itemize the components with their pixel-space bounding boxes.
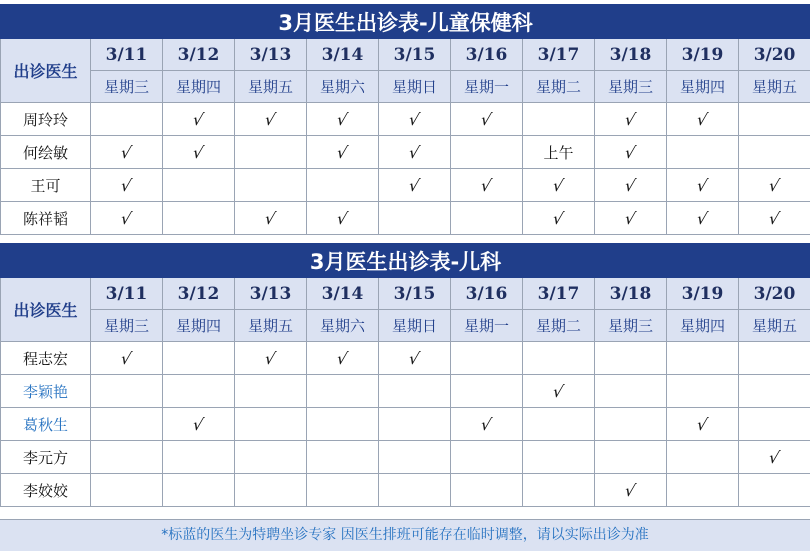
schedule-cell	[235, 408, 307, 441]
schedule-cell	[595, 474, 667, 507]
schedule-cell	[739, 408, 810, 441]
doctor-name: 李元方	[1, 441, 91, 474]
table-row	[1, 474, 810, 507]
weekday-header-row	[1, 310, 810, 342]
check-mark: √	[551, 176, 565, 195]
weekday-header: 星期五	[739, 310, 810, 342]
schedule-cell	[91, 136, 163, 169]
schedule-cell	[379, 169, 451, 202]
schedule-cell	[523, 202, 595, 235]
date-header: 3/16	[451, 278, 523, 310]
check-mark: √	[263, 349, 277, 368]
doctor-column-header: 出诊医生	[1, 39, 91, 103]
schedule-cell	[667, 474, 739, 507]
table-row	[1, 342, 810, 375]
schedule-cell	[451, 202, 523, 235]
check-mark: √	[623, 481, 637, 500]
schedule-cell	[91, 408, 163, 441]
schedule-cell	[595, 441, 667, 474]
table-row	[1, 202, 810, 235]
table-title-row	[1, 5, 810, 39]
table-row	[1, 441, 810, 474]
table-title-row	[1, 244, 810, 278]
date-header: 3/18	[595, 278, 667, 310]
weekday-header: 星期五	[235, 310, 307, 342]
schedule-cell	[163, 136, 235, 169]
schedule-cell	[451, 169, 523, 202]
schedule-cell	[595, 136, 667, 169]
date-header: 3/19	[667, 278, 739, 310]
date-header: 3/13	[235, 39, 307, 71]
schedule-cell	[451, 103, 523, 136]
table-row	[1, 408, 810, 441]
check-mark: √	[407, 110, 421, 129]
check-mark: √	[191, 415, 205, 434]
schedule-cell	[379, 136, 451, 169]
schedule-cell	[667, 169, 739, 202]
check-mark: √	[767, 209, 781, 228]
table-title: 3月医生出诊表-儿童保健科	[1, 5, 810, 39]
date-header: 3/17	[523, 278, 595, 310]
schedule-cell	[523, 169, 595, 202]
doctor-name: 陈祥韬	[1, 202, 91, 235]
schedule-cell	[91, 441, 163, 474]
schedule-cell	[91, 169, 163, 202]
check-mark: √	[335, 143, 349, 162]
check-mark: √	[119, 349, 133, 368]
check-mark: √	[551, 382, 565, 401]
weekday-header: 星期三	[595, 71, 667, 103]
schedule-cell	[91, 202, 163, 235]
schedule-cell	[451, 474, 523, 507]
schedule-cell	[91, 342, 163, 375]
schedule-cell	[235, 136, 307, 169]
doctor-name: 王可	[1, 169, 91, 202]
schedule-cell	[379, 103, 451, 136]
date-header: 3/16	[451, 39, 523, 71]
schedule-cell	[235, 441, 307, 474]
schedule-cell	[163, 474, 235, 507]
check-mark: √	[263, 110, 277, 129]
weekday-header: 星期一	[451, 71, 523, 103]
schedule-cell	[451, 136, 523, 169]
date-header: 3/11	[91, 278, 163, 310]
schedule-cell	[595, 375, 667, 408]
check-mark: √	[479, 415, 493, 434]
schedule-cell	[307, 169, 379, 202]
weekday-header: 星期日	[379, 310, 451, 342]
schedule-cell	[595, 408, 667, 441]
schedule-cell	[667, 342, 739, 375]
schedule-cell	[163, 202, 235, 235]
schedule-cell	[163, 408, 235, 441]
check-mark: √	[119, 209, 133, 228]
schedule-cell	[163, 342, 235, 375]
doctor-name: 程志宏	[1, 342, 91, 375]
date-header: 3/14	[307, 39, 379, 71]
schedule-cell	[307, 136, 379, 169]
schedule-cell	[379, 441, 451, 474]
date-header-row	[1, 278, 810, 310]
schedule-cell	[91, 103, 163, 136]
weekday-header: 星期三	[595, 310, 667, 342]
schedule-cell	[163, 375, 235, 408]
schedule-cell	[523, 136, 595, 169]
schedule-cell	[379, 202, 451, 235]
date-header: 3/15	[379, 39, 451, 71]
schedule-cell	[739, 441, 810, 474]
weekday-header: 星期四	[667, 71, 739, 103]
schedule-cell	[307, 474, 379, 507]
schedule-table	[0, 243, 810, 507]
date-header: 3/11	[91, 39, 163, 71]
weekday-header: 星期六	[307, 71, 379, 103]
table-row	[1, 136, 810, 169]
check-mark: √	[407, 349, 421, 368]
schedule-cell	[91, 375, 163, 408]
schedule-cell	[595, 103, 667, 136]
schedule-cell	[307, 375, 379, 408]
schedule-cell	[163, 441, 235, 474]
check-mark: √	[695, 110, 709, 129]
schedule-cell	[667, 408, 739, 441]
schedule-cell	[379, 408, 451, 441]
doctor-name: 何绘敏	[1, 136, 91, 169]
date-header: 3/13	[235, 278, 307, 310]
table-row	[1, 103, 810, 136]
check-mark: √	[479, 176, 493, 195]
check-mark: √	[119, 176, 133, 195]
schedule-cell	[739, 169, 810, 202]
date-header-row	[1, 39, 810, 71]
doctor-name: 葛秋生	[1, 408, 91, 441]
footer-note: *标蓝的医生为特聘坐诊专家 因医生排班可能存在临时调整，请以实际出诊为准	[0, 519, 810, 551]
doctor-column-header: 出诊医生	[1, 278, 91, 342]
schedule-cell	[379, 474, 451, 507]
check-mark: √	[551, 209, 565, 228]
schedule-cell	[451, 375, 523, 408]
weekday-header: 星期一	[451, 310, 523, 342]
schedule-cell	[379, 375, 451, 408]
check-mark: √	[335, 110, 349, 129]
schedule-cell	[235, 202, 307, 235]
check-mark: √	[335, 209, 349, 228]
weekday-header: 星期三	[91, 71, 163, 103]
schedule-cell	[451, 441, 523, 474]
schedule-cell	[523, 103, 595, 136]
check-mark: √	[623, 143, 637, 162]
check-mark: √	[335, 349, 349, 368]
schedule-cell	[235, 375, 307, 408]
check-mark: √	[623, 110, 637, 129]
weekday-header: 星期五	[739, 71, 810, 103]
schedule-cell	[307, 408, 379, 441]
doctor-name: 李姣姣	[1, 474, 91, 507]
schedule-cell	[379, 342, 451, 375]
date-header: 3/12	[163, 278, 235, 310]
check-mark: √	[407, 176, 421, 195]
date-header: 3/12	[163, 39, 235, 71]
schedule-cell	[307, 103, 379, 136]
doctor-name: 李颖艳	[1, 375, 91, 408]
schedule-note: 上午	[543, 144, 573, 162]
date-header: 3/18	[595, 39, 667, 71]
check-mark: √	[623, 209, 637, 228]
schedule-cell	[739, 342, 810, 375]
schedule-cell	[235, 342, 307, 375]
check-mark: √	[695, 209, 709, 228]
schedule-cell	[667, 441, 739, 474]
date-header: 3/20	[739, 278, 810, 310]
schedule-cell	[595, 342, 667, 375]
schedule-cell	[451, 342, 523, 375]
date-header: 3/15	[379, 278, 451, 310]
schedule-cell	[523, 375, 595, 408]
schedule-cell	[235, 169, 307, 202]
check-mark: √	[695, 176, 709, 195]
weekday-header: 星期六	[307, 310, 379, 342]
schedule-cell	[595, 202, 667, 235]
weekday-header-row	[1, 71, 810, 103]
doctor-name: 周玲玲	[1, 103, 91, 136]
weekday-header: 星期三	[91, 310, 163, 342]
date-header: 3/17	[523, 39, 595, 71]
schedule-cell	[667, 136, 739, 169]
weekday-header: 星期日	[379, 71, 451, 103]
check-mark: √	[407, 143, 421, 162]
schedule-cell	[163, 103, 235, 136]
schedule-cell	[523, 408, 595, 441]
schedule-cell	[307, 202, 379, 235]
weekday-header: 星期五	[235, 71, 307, 103]
schedule-cell	[667, 202, 739, 235]
weekday-header: 星期二	[523, 310, 595, 342]
schedule-cell	[451, 408, 523, 441]
schedule-cell	[235, 474, 307, 507]
schedule-cell	[91, 474, 163, 507]
check-mark: √	[695, 415, 709, 434]
schedule-cell	[595, 169, 667, 202]
date-header: 3/20	[739, 39, 810, 71]
schedule-cell	[307, 441, 379, 474]
table-title: 3月医生出诊表-儿科	[1, 244, 810, 278]
date-header: 3/14	[307, 278, 379, 310]
schedule-cell	[667, 375, 739, 408]
check-mark: √	[263, 209, 277, 228]
check-mark: √	[767, 176, 781, 195]
schedule-cell	[523, 474, 595, 507]
table-row	[1, 169, 810, 202]
schedule-cell	[163, 169, 235, 202]
schedule-cell	[739, 375, 810, 408]
schedule-cell	[739, 103, 810, 136]
schedule-cell	[739, 136, 810, 169]
schedule-cell	[235, 103, 307, 136]
schedule-cell	[523, 342, 595, 375]
schedule-cell	[739, 474, 810, 507]
schedule-cell	[739, 202, 810, 235]
weekday-header: 星期四	[163, 71, 235, 103]
check-mark: √	[191, 110, 205, 129]
weekday-header: 星期四	[667, 310, 739, 342]
schedule-table	[0, 4, 810, 235]
weekday-header: 星期二	[523, 71, 595, 103]
schedule-cell	[307, 342, 379, 375]
schedule-cell	[523, 441, 595, 474]
check-mark: √	[119, 143, 133, 162]
weekday-header: 星期四	[163, 310, 235, 342]
check-mark: √	[191, 143, 205, 162]
table-row	[1, 375, 810, 408]
schedule-cell	[667, 103, 739, 136]
check-mark: √	[479, 110, 493, 129]
check-mark: √	[623, 176, 637, 195]
check-mark: √	[767, 448, 781, 467]
date-header: 3/19	[667, 39, 739, 71]
